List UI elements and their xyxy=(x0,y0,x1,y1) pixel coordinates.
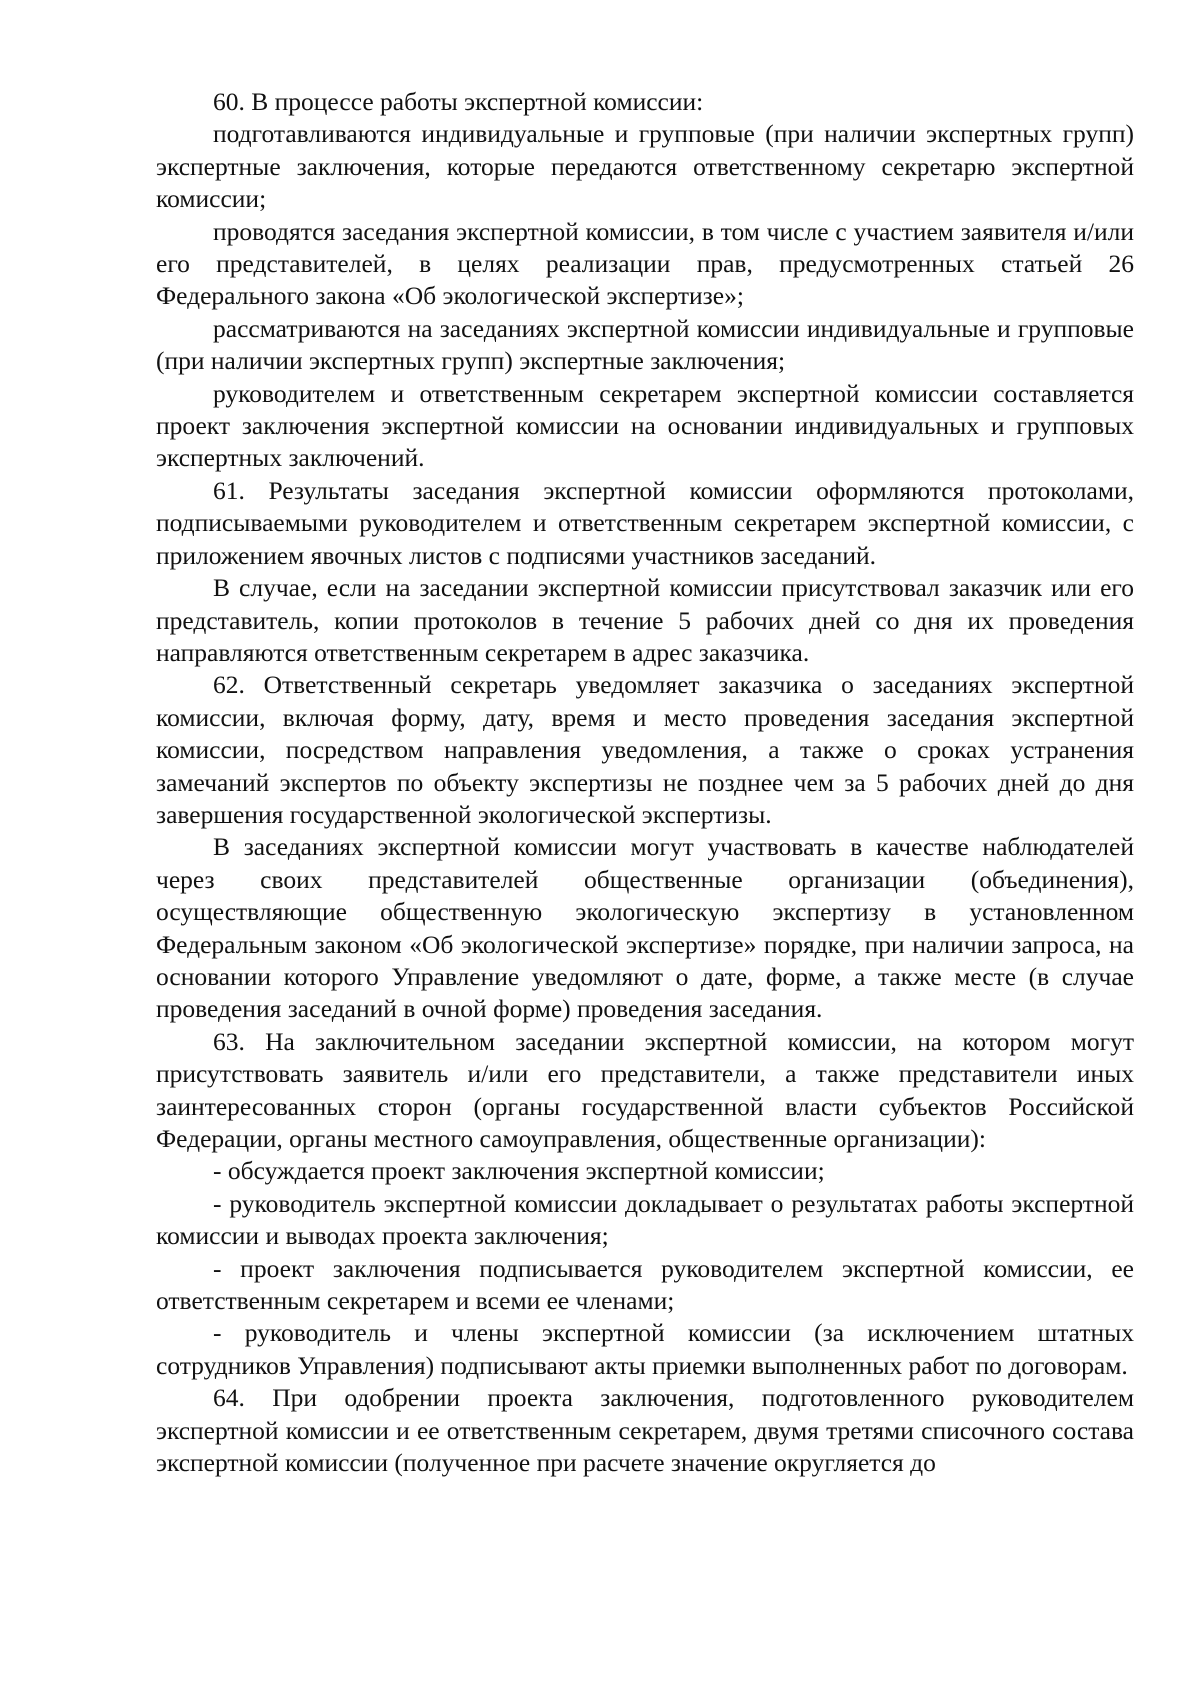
paragraph-60-item-draft: руководителем и ответственным секретарем экспертной комиссии составляется проект заключения экспертной комиссии на основании индивидуальных и групповых экспертных заключений. xyxy=(156,378,1134,473)
paragraph-62-observers: В заседаниях экспертной комиссии могут участвовать в качестве наблюдателей через своих представителей общественные организации (объединения), осуществляющие общественную экологическую экспертизу в установленном Федеральным законом «Об экологической экспертизе» порядке, при наличии запроса, на основании которого Управление уведомляют о дате, форме, а также месте (в случае проведения заседаний в очной форме) проведения заседания. xyxy=(156,832,1134,1024)
paragraph-60-item-conclusions: подготавливаются индивидуальные и групповые (при наличии экспертных групп) экспертные заключения, которые передаются ответственному секретарю экспертной комиссии; xyxy=(156,119,1134,214)
paragraph-60-item-meetings: проводятся заседания экспертной комиссии, в том числе с участием заявителя и/или его представителей, в целях реализации прав, предусмотренных статьей 26 Федерального закона «Об экологической экспертизе»; xyxy=(156,216,1134,311)
paragraph-64: 64. При одобрении проекта заключения, подготовленного руководителем экспертной комиссии и ее ответственным секретарем, двумя третями списочного состава экспертной комиссии (полученное при расчете значение округляется до xyxy=(156,1383,1134,1478)
paragraph-60-item-review: рассматриваются на заседаниях экспертной комиссии индивидуальные и групповые (при наличии экспертных групп) экспертные заключения; xyxy=(156,313,1134,376)
paragraph-63-item-report: - руководитель экспертной комиссии докладывает о результатах работы экспертной комиссии и выводах проекта заключения; xyxy=(156,1188,1134,1251)
paragraph-63-item-discussion: - обсуждается проект заключения экспертной комиссии; xyxy=(213,1156,825,1186)
paragraph-61: 61. Результаты заседания экспертной комиссии оформляются протоколами, подписываемыми руководителем и ответственным секретарем экспертной комиссии, с приложением явочных листов с подписями участников заседаний. xyxy=(156,475,1134,570)
paragraph-63-item-signing: - проект заключения подписывается руководителем экспертной комиссии, ее ответственным секретарем и всеми ее членами; xyxy=(156,1253,1134,1316)
paragraph-60: 60. В процессе работы экспертной комиссии: xyxy=(213,87,704,116)
document-body xyxy=(156,86,1134,1479)
paragraph-61-customer-copies: В случае, если на заседании экспертной комиссии присутствовал заказчик или его представитель, копии протоколов в течение 5 рабочих дней со дня их проведения направляются ответственным секретарем в адрес заказчика. xyxy=(156,573,1134,667)
paragraph-62: 62. Ответственный секретарь уведомляет заказчика о заседаниях экспертной комиссии, включая форму, дату, время и место проведения заседания экспертной комиссии, посредством направления уведомления, а также о сроках устранения замечаний экспертов по объекту экспертизы не позднее чем за 5 рабочих дней до дня завершения государственной экологической экспертизы. xyxy=(156,670,1134,829)
paragraph-63: 63. На заключительном заседании экспертной комиссии, на котором могут присутствовать заявитель и/или его представители, а также представители иных заинтересованных сторон (органы государственной власти субъектов Российской Федерации, органы местного самоуправления, общественные организации): xyxy=(156,1026,1134,1153)
paragraph-63-item-acts: - руководитель и члены экспертной комиссии (за исключением штатных сотрудников Управления) подписывают акты приемки выполненных работ по договорам. xyxy=(156,1318,1134,1380)
